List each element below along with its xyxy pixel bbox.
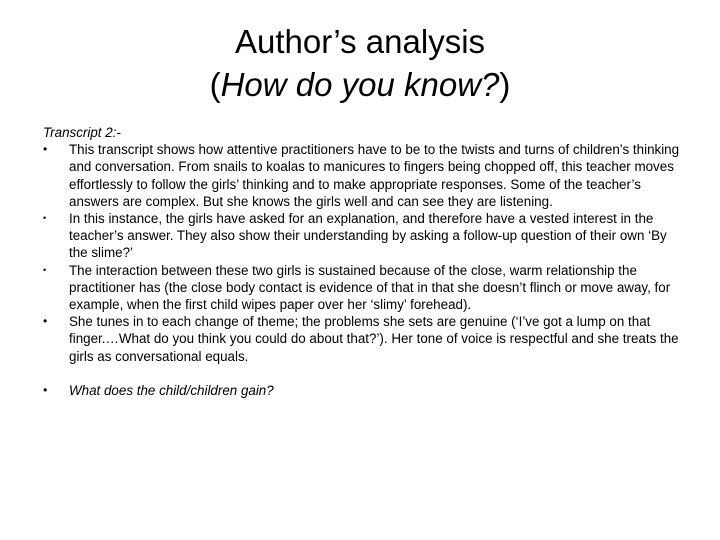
- bullet-item-2: [43, 210, 683, 262]
- bullet-text-4: She tunes in to each change of theme; the problems she sets are genuine (‘I’ve got a lump on that finger.…What do you think you could do about that?’). Her tone of voice is respectful and she treats the girls as conversational equals.: [69, 314, 679, 364]
- bullet-icon: •: [43, 264, 47, 275]
- bullet-text-1: This transcript shows how attentive practitioners have to be to the twists and turns of children’s thinking and conversation. From snails to koalas to manicures to fingers being chopped off, this teacher moves effortlessly to follow the girls’ thinking and to make appropriate responses. Some of the teacher’s answers are complex. But she knows the girls well and can see they are listening.: [69, 142, 680, 209]
- title-question: How do you know?: [220, 66, 500, 103]
- bullet-item-1: [43, 141, 683, 210]
- bullet-text-3: The interaction between these two girls is sustained because of the close, warm relationship the practitioner has (the close body contact is evidence of that in that she doesn’t flinch or move away, for example, when the first child wipes paper over her ‘slimy’ forehead).: [69, 262, 671, 313]
- bullet-icon: •: [43, 314, 48, 329]
- question-text: What does the child/children gain?: [69, 382, 274, 398]
- title-line-1: Author’s analysis: [234, 23, 486, 60]
- bullet-icon: •: [43, 142, 48, 157]
- bullet-icon: •: [43, 382, 48, 397]
- title-close-paren: ): [499, 66, 511, 103]
- bullet-item-4: [43, 313, 683, 365]
- title-open-paren: (: [209, 66, 221, 103]
- bullet-icon: •: [43, 213, 47, 224]
- title-line-2: [0, 63, 720, 106]
- bullet-item-3: [43, 262, 683, 314]
- slide-title: [0, 20, 720, 106]
- transcript-label: Transcript 2:-: [43, 125, 121, 140]
- bullet-item-question: [43, 382, 683, 399]
- bullet-text-2: In this instance, the girls have asked for an explanation, and therefore have a vested interest in the teacher’s answer. They also show their understanding by asking a follow-up question of their own ‘By the slime?’: [69, 211, 667, 261]
- bullet-list: [43, 141, 683, 399]
- slide-body: [43, 124, 683, 399]
